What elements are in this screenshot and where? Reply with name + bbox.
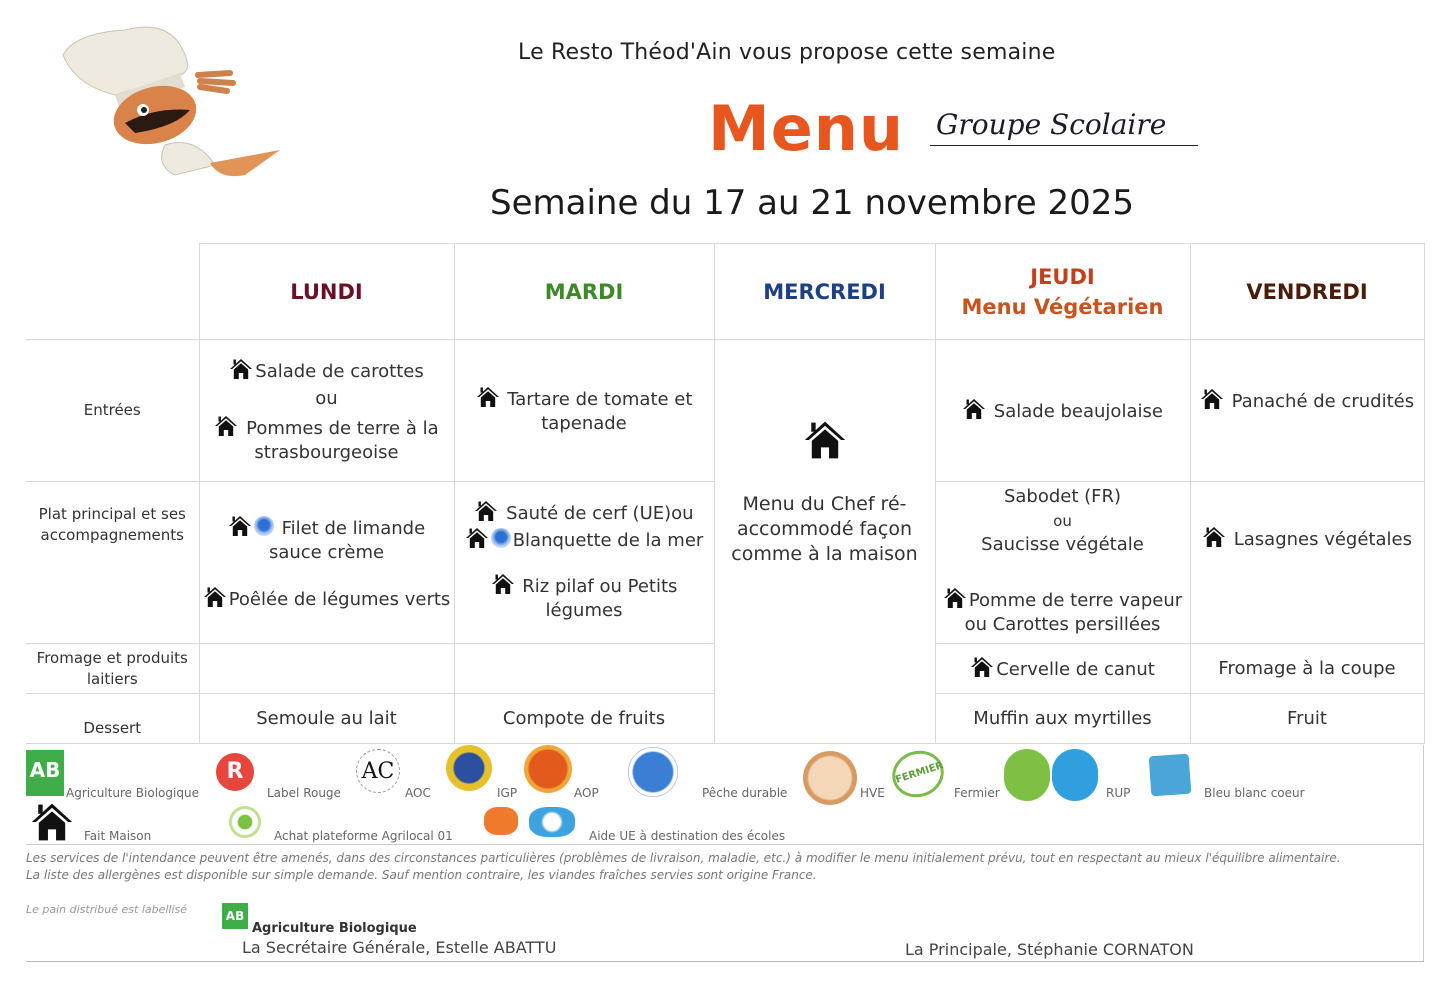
jeudi-plat bbox=[935, 482, 1190, 644]
day-header-lundi: LUNDI bbox=[199, 244, 454, 340]
dish-name: Saucisse végétale bbox=[981, 534, 1144, 555]
aoc-icon: AC bbox=[356, 749, 400, 793]
day-header-mardi: MARDI bbox=[454, 244, 714, 340]
legend-fait-maison: Fait Maison bbox=[84, 829, 152, 843]
legend-peche: Pêche durable bbox=[702, 786, 788, 800]
legend-igp: IGP bbox=[497, 786, 518, 800]
igp-icon bbox=[446, 745, 492, 791]
fait-maison-icon bbox=[476, 385, 500, 409]
dish bbox=[936, 394, 1190, 427]
aide-ue-milk-icon bbox=[529, 807, 575, 837]
vendredi-dessert: Fruit bbox=[1190, 694, 1424, 744]
legend-rup: RUP bbox=[1106, 786, 1131, 800]
mardi-entrees bbox=[454, 340, 714, 482]
dish bbox=[1191, 384, 1424, 417]
dish-name: Salade beaujolaise bbox=[993, 401, 1163, 422]
fait-maison-icon bbox=[474, 499, 498, 523]
mardi-plat bbox=[454, 482, 714, 644]
bio-label: Agriculture Biologique bbox=[252, 921, 417, 936]
legend-bbc: Bleu blanc coeur bbox=[1204, 786, 1305, 800]
divider bbox=[26, 961, 1424, 962]
vendredi-entrees bbox=[1190, 340, 1424, 482]
handwritten-note: Groupe Scolaire bbox=[930, 108, 1198, 146]
fait-maison-icon bbox=[1200, 387, 1224, 411]
signature-principale: La Principale, Stéphanie CORNATON bbox=[905, 940, 1194, 959]
bleu-blanc-coeur-icon bbox=[1149, 754, 1192, 797]
fait-maison-icon bbox=[465, 526, 489, 550]
tagline: Le Resto Théod'Ain vous propose cette semaine bbox=[518, 40, 1056, 65]
dish-name: Panaché de crudités bbox=[1231, 391, 1415, 412]
dish-name: Cervelle de canut bbox=[996, 659, 1155, 680]
legend-fermier: Fermier bbox=[954, 786, 1000, 800]
row-label-plat: Plat principal et ses accompagnements bbox=[26, 482, 199, 644]
dish bbox=[200, 582, 454, 615]
fait-maison-icon bbox=[203, 585, 227, 609]
label-rouge-icon: R bbox=[216, 753, 254, 791]
mardi-dessert: Compote de fruits bbox=[454, 694, 714, 744]
aide-ue-fruit-icon bbox=[484, 807, 518, 835]
dish-name: Poêlée de légumes verts bbox=[228, 588, 451, 610]
day-header-jeudi bbox=[935, 244, 1190, 340]
fait-maison-icon bbox=[228, 514, 252, 538]
notes bbox=[26, 850, 1424, 883]
dish bbox=[200, 511, 454, 568]
dish-name: Salade de carottes bbox=[255, 360, 424, 382]
peche-durable-icon bbox=[254, 516, 274, 536]
legend-aop: AOP bbox=[574, 786, 599, 800]
dish bbox=[455, 526, 714, 553]
jeudi-dessert: Muffin aux myrtilles bbox=[935, 694, 1190, 744]
dish-name: Lasagnes végétales bbox=[1233, 529, 1412, 550]
lundi-dessert: Semoule au lait bbox=[199, 694, 454, 744]
note-allergenes: La liste des allergènes est disponible sur simple demande. Sauf mention contraire, les viandes fraîches servies sont origine France. bbox=[26, 868, 817, 882]
vendredi-fromage: Fromage à la coupe bbox=[1190, 644, 1424, 694]
day-header-vendredi: VENDREDI bbox=[1190, 244, 1424, 340]
dish-name: Pomme de terre vapeur ou Carottes persillées bbox=[964, 590, 1183, 635]
mercredi-all bbox=[714, 340, 935, 744]
fermier-icon: FERMIER bbox=[886, 744, 950, 804]
menu-title: Menu bbox=[708, 92, 905, 165]
dish bbox=[936, 652, 1190, 685]
legend-aide-ue: Aide UE à destination des écoles bbox=[589, 829, 786, 843]
jeudi-fromage bbox=[935, 644, 1190, 694]
dish bbox=[455, 499, 714, 526]
fait-maison-icon bbox=[803, 418, 847, 462]
labels-legend bbox=[26, 745, 1424, 845]
or-text: ou bbox=[1053, 512, 1072, 530]
legend-label-rouge: Label Rouge bbox=[267, 786, 341, 800]
hve-icon bbox=[803, 751, 857, 805]
dish-name: Sabodet (FR) bbox=[1003, 486, 1122, 507]
jeudi-entrees bbox=[935, 340, 1190, 482]
signature-secretaire: La Secrétaire Générale, Estelle ABATTU bbox=[242, 938, 557, 957]
peche-durable-icon bbox=[491, 528, 511, 548]
day-header-mercredi: MERCREDI bbox=[714, 244, 935, 340]
fait-maison-icon bbox=[1202, 525, 1226, 549]
dish bbox=[1191, 522, 1424, 555]
fait-maison-icon bbox=[970, 655, 994, 679]
fait-maison-icon bbox=[214, 414, 238, 438]
rup-green-icon bbox=[1004, 749, 1050, 801]
fait-maison-icon bbox=[943, 586, 967, 610]
lundi-plat bbox=[199, 482, 454, 644]
corner-cell bbox=[26, 244, 199, 340]
fait-maison-icon bbox=[28, 800, 76, 844]
jeudi-label: JEUDI bbox=[1030, 264, 1095, 289]
rup-blue-icon bbox=[1052, 749, 1098, 801]
dish-name: Pommes de terre à la strasbourgeoise bbox=[246, 417, 439, 463]
row-label-dessert: Dessert bbox=[26, 694, 199, 744]
header-row bbox=[26, 244, 1424, 340]
legend-hve: HVE bbox=[860, 786, 885, 800]
dish-name: Sauté de cerf (UE)ou bbox=[506, 503, 694, 524]
aop-icon bbox=[524, 745, 572, 793]
row-label-fromage: Fromage et produits laitiers bbox=[26, 644, 199, 694]
legend-ab: Agriculture Biologique bbox=[66, 786, 199, 800]
row-label-entrees: Entrées bbox=[26, 340, 199, 482]
fait-maison-icon bbox=[962, 397, 986, 421]
menu-table bbox=[26, 243, 1425, 744]
chef-menu-text: Menu du Chef ré-accommodé façon comme à la maison bbox=[731, 493, 918, 565]
chef-illustration bbox=[55, 15, 290, 190]
divider bbox=[1423, 745, 1424, 961]
bio-bread-note: Le pain distribué est labellisé bbox=[26, 903, 188, 916]
jeudi-sublabel: Menu Végétarien bbox=[961, 294, 1164, 319]
ab-logo-icon: AB bbox=[26, 750, 64, 796]
ab-logo-icon: AB bbox=[222, 903, 248, 929]
fait-maison-icon bbox=[229, 357, 253, 381]
dish bbox=[200, 411, 454, 468]
dish bbox=[455, 382, 714, 439]
lundi-fromage bbox=[199, 644, 454, 694]
dish-name: Blanquette de la mer bbox=[512, 530, 704, 551]
note-intendance: Les services de l'intendance peuvent être amenés, dans des circonstances particulières (problèmes de livraison, maladie, etc.) à modifier le menu initialement prévu, tout en respectant au mieux l'équilibre alimentaire. bbox=[26, 851, 1341, 865]
vendredi-plat bbox=[1190, 482, 1424, 644]
dish-name: Filet de limande sauce crème bbox=[268, 517, 426, 563]
peche-durable-icon bbox=[628, 747, 678, 797]
dish bbox=[200, 354, 454, 387]
dish bbox=[455, 569, 714, 626]
week-heading: Semaine du 17 au 21 novembre 2025 bbox=[490, 183, 1135, 223]
dish-name: Riz pilaf ou Petits légumes bbox=[522, 576, 678, 621]
lundi-entrees bbox=[199, 340, 454, 482]
or-text: ou bbox=[315, 387, 338, 409]
fait-maison-icon bbox=[491, 572, 515, 596]
legend-agrilocal: Achat plateforme Agrilocal 01 bbox=[274, 829, 453, 843]
legend-aoc: AOC bbox=[405, 786, 431, 800]
dish bbox=[936, 583, 1190, 640]
agrilocal-icon bbox=[229, 806, 261, 838]
row-entrees bbox=[26, 340, 1424, 482]
dish-name: Tartare de tomate et tapenade bbox=[507, 389, 693, 434]
mardi-fromage bbox=[454, 644, 714, 694]
